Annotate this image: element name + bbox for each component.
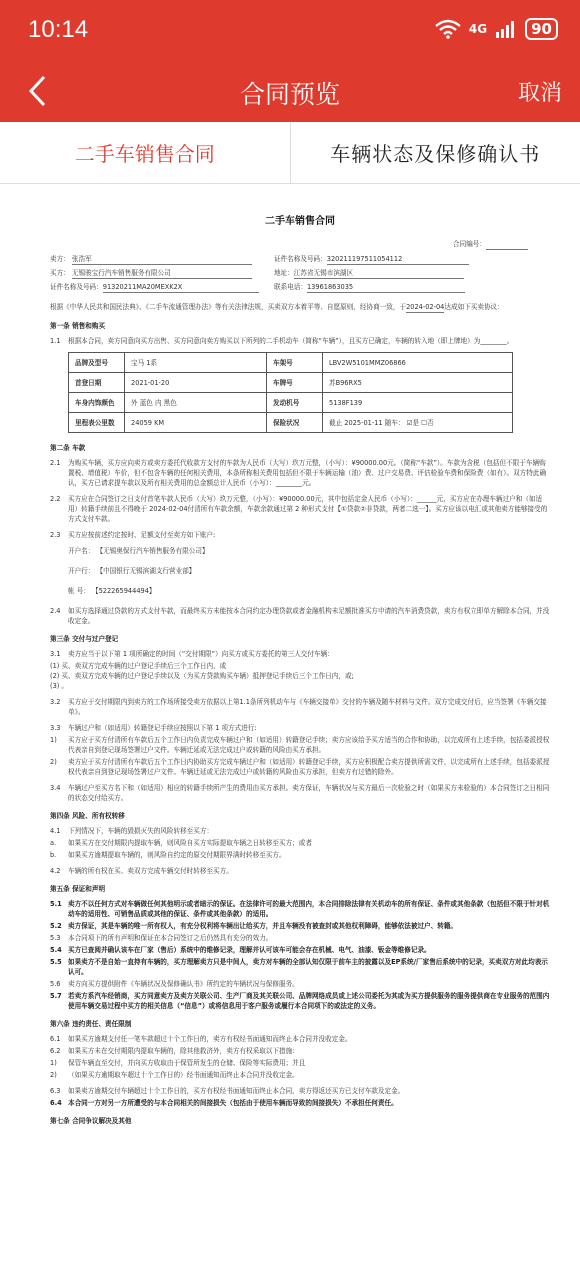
account-bank: 开户行： 【中国银行无锡滨湖支行营业部】	[68, 567, 196, 575]
clause: 2.4 如买方选择通过贷款的方式支付车款，而最终买方未能按本合同约定办理贷款或者金融机构未足额批准买方申请的汽车消费贷款，卖方有权立即单方解除本合同，并没收定金。	[50, 607, 550, 625]
vehicle-info-table	[68, 352, 513, 433]
clause-item: (3) 。	[50, 682, 69, 690]
section-heading: 第四条 风险、所有权转移	[50, 812, 125, 820]
clause: 3.3 车辆过户和（如适用）转籍登记手续应按照以下第 1 项方式进行:	[50, 724, 257, 732]
clause: 1.1 根据本合同，卖方同意向买方出售、买方同意向卖方购买以下所列的二手机动车（简称“车辆”），且买方已确定，车辆的转入地（即上牌地）为________。	[50, 337, 514, 345]
clause: 4.2 车辆的所有权在买、卖双方完成车辆交付时转移至买方。	[50, 867, 233, 875]
status-time: 10:14	[28, 16, 89, 43]
clause: 5.6 卖方向买方提供附件《车辆状况及保修确认书》所约定的车辆状况与保修服务。	[50, 980, 299, 988]
section-heading: 第二条 车款	[50, 444, 86, 452]
contract-number: 合同编号：	[50, 239, 550, 250]
clause: 2.3 买方应按前述约定按时、足额支付至卖方如下账户:	[50, 531, 216, 539]
clause-item: a. 如果买方在交付期限内提取车辆，则风险自买方实际提取车辆之日转移至买方；或者	[50, 839, 312, 847]
tab-vehicle-warranty[interactable]: 车辆状态及保修确认书	[330, 142, 541, 166]
table-row: 首登日期 2021-01-20 车牌号 苏B96RX5	[69, 373, 513, 393]
wifi-icon	[435, 19, 461, 39]
clause: 5.1 卖方不以任何方式对车辆做任何其他明示或者暗示的保证。在法律许可的最大范围内，本合同排除法律有关机动车的所有保证、条件或其他条款（包括但不限于针对机动车的适用性、可销售品质或其他的保证、条件或其他条款）的适用。	[50, 900, 550, 918]
clause: 6.1 如果买方逾期支付任一笔车款超过十个工作日的，卖方有权经书面通知而终止本合同并没收定金。	[50, 1035, 352, 1043]
clause: 5.3 本合同项下的所有声明和保证在本合同签订之后仍然具有充分的效力。	[50, 934, 273, 942]
table-row: 车身内饰颜色 外 蓝色 内 黑色 发动机号 5138F139	[69, 393, 513, 413]
status-bar	[0, 0, 580, 60]
clause-item: b. 如果买方逾期提取车辆的，则风险自约定的原交付期限界满时转移至买方。	[50, 851, 286, 859]
table-row: 品牌及型号 宝马 1系 车架号 LBV2W5101MMZ06866	[69, 353, 513, 373]
clause-item: 2) （如果买方逾期取车超过十个工作日的）经书面通知而终止本合同并没收定金。	[50, 1071, 299, 1079]
clause: 3.1 卖方应当于以下第 1 项所确定的时间（“交付期限”）向买方或买方委托的第三人交付车辆：	[50, 650, 334, 658]
party-row: 证件名称及号码：91320211MA20MEXK2X 联系电话：13961863035	[50, 282, 550, 293]
clause: 6.3 如果卖方逾期交付车辆超过十个工作日的，买方有权经书面通知而终止本合同，卖方得返还买方已支付车款及定金。	[50, 1087, 405, 1095]
clause: 6.4 本合同一方对另一方所遭受的与本合同相关的间接损失（包括由于使用车辆而导致的间接损失）不承担任何责任。	[50, 1099, 398, 1107]
clause-item: 2) 卖方应于买方付清所有车款后五个工作日内协助买方完成车辆过户和（如适用）转籍登记手续，买方应积极配合卖方提供所需文件，以完成所有上述手续，包括委派授权代表亲自到登记现场签署过户文件。车辆迁延或无法完成过户或转籍的风险由买方承担，但卖方有过错的除外。	[50, 758, 550, 776]
nav-bar	[0, 60, 580, 122]
party-row: 卖方： 张浩军 证件名称及号码：320211197511054112	[50, 254, 550, 265]
table-row: 里程表公里数 24059 KM 保险状况 截止 2025-01-11 随车： ☑是 ☐否	[69, 413, 513, 433]
tab-bar	[0, 122, 580, 184]
tab-sales-contract[interactable]: 二手车销售合同	[0, 122, 291, 183]
cancel-button[interactable]: 取消	[517, 81, 562, 106]
clause: 5.5 如果卖方不是自始一直持有车辆的，买方理解卖方只是中间人，卖方对车辆的全部认知仅限于前车主的披露以及EP系统/厂家售后系统中的记录，买卖双方对此均表示认可。	[50, 958, 548, 976]
clause: 5.4 买方已查阅并确认该车在厂家（售后）系统中的维修记录，理解并认可该车可能会存在机械、电气、油漆、钣金等维修记录。	[50, 946, 431, 954]
clause-item: 1) 保管车辆直至交付，并向买方收取由于保管所发生的仓储、保险等实际费用；并且	[50, 1059, 306, 1067]
clause: 4.1 下列情况下，车辆的毁损灭失的风险转移至买方：	[50, 827, 214, 835]
clause: 3.4 车辆过户至买方名下和（如适用）相应的转籍手续所产生的费用由买方承担。卖方保证，车辆状况与买方最后一次检验之时（如果买方未检验的）本合同签订之日相同的状态交付给买方。	[50, 784, 550, 802]
section-heading: 第三条 交付与过户登记	[50, 635, 119, 643]
network-type: 4G	[468, 22, 488, 36]
clause-item: (2) 买、卖双方完成车辆的过户登记手续以及（为买方贷款购买车辆）抵押登记手续后三个工作日内，或;	[50, 672, 354, 680]
account-number: 帐 号： 【522265944494】	[68, 587, 156, 595]
document-title: 二手车销售合同	[265, 216, 335, 227]
clause: 3.2 买方应于交付期限内到卖方的工作场所接受卖方依据以上第1.1条所列机动车与《车辆交接单》交付的车辆及随车材料与文件。双方完成交付后，应当签署《车辆交接单》。	[50, 698, 547, 716]
page-title: 合同预览	[239, 80, 340, 109]
clause: 5.2 卖方保证，其是车辆的唯一所有权人，有充分权利将车辆出让给买方，并且车辆没有被查封或其他权利障碍，能够依法被过户、转籍。	[50, 922, 458, 930]
clause: 6.2 如果买方未在交付期限内提取车辆的，除其他救济外，卖方有权采取以下措施:	[50, 1047, 295, 1055]
clause: 2.2 买方应在合同签订之日支付首笔车款人民币（大写）玖万元整，（小写）：¥90000.00元，其中包括定金人民币（小写）：______元，买方应在办理车辆过户和（如适用）转籍手续前且不得晚于 2024-02-04付清所有车款余额，车款余款通过第 2 种形式支付【①贷款②非贷款，两者二选一】。买方应该以电汇或其他卖方能够接受的方式支付车款。	[50, 495, 548, 523]
section-heading: 第五条 保证和声明	[50, 885, 106, 893]
clause-item: (1) 买、卖双方完成车辆的过户登记手续后三个工作日内，或	[50, 662, 227, 670]
contract-document	[0, 184, 580, 1126]
party-row: 买方： 无锡骏宝行汽车销售服务有限公司 地址：江苏省无锡市滨湖区	[50, 268, 550, 279]
section-heading: 第一条 销售和购买	[50, 322, 106, 330]
account-name: 开户名： 【无锡奥保行汽车销售服务有限公司】	[68, 547, 209, 555]
clause: 2.1 为购买车辆，买方应向卖方或卖方委托代收款方支付的车款为人民币（大写）玖万元整，（小写）：¥90000.00元。（简称“车款”）。车款为含税（包括但不限于车辆购置税、增值税）车价，但不包含车辆的任何相关费用，本条所称相关费用包括但不限于车辆运输（油）费、过户交易费、评估检验车费和保险费（如有）。双方特此确认，买方已请求提车款以及所有相关费用的总金额总计人民币（小写）：________元。	[50, 459, 547, 487]
status-icons	[435, 18, 558, 40]
signal-icon	[495, 20, 517, 38]
clause: 5.7 若卖方系汽车经销商，买方同意卖方及卖方关联公司、生产厂商及其关联公司、品牌网络成员或上述公司委托为其或为买方提供服务的服务提供商在专业服务的范围内使用车辆交易过程中买方的相关信息（“信息”）或将信息用于客户服务或履行本合同项下的或法定的义务。	[50, 992, 550, 1010]
section-heading: 第六条 违约责任、责任限制	[50, 1020, 132, 1028]
clause-item: 1) 买方应于买方付清所有车款后五个工作日内负责完成车辆过户和（如适用）转籍登记手续；卖方应该给予买方适当的合作和协助，以完成所有上述手续，包括委派授权代表亲自到登记现场签署过户文件。车辆迁延或无法完成过户或转籍的风险由买方承担。	[50, 736, 550, 754]
section-heading: 第七条 合同争议解决及其他	[50, 1117, 132, 1125]
intro-paragraph: 根据《中华人民共和国民法典》、《二手车流通管理办法》等有关法律法规，买卖双方本着平等、自愿原则，经协商一致，于2024-02-04达成如下买卖协议：	[50, 303, 504, 311]
battery-icon: 90	[525, 18, 558, 40]
bank-account-info	[68, 546, 550, 596]
